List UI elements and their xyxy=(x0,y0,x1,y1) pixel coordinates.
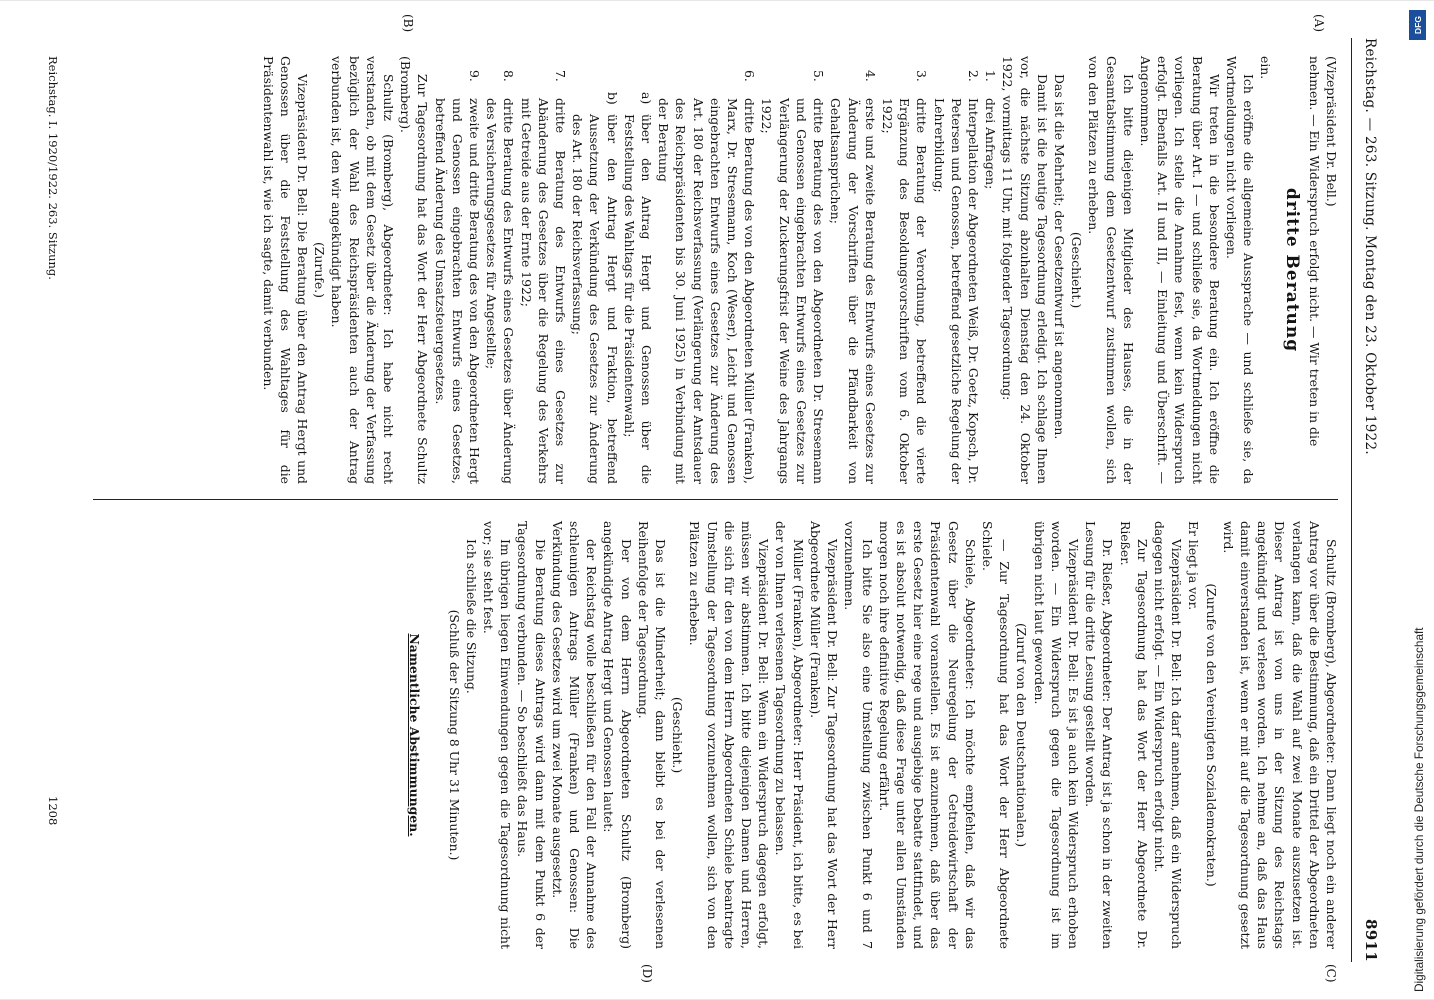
agenda-sub-item xyxy=(569,56,621,484)
agenda-item xyxy=(431,56,483,484)
printed-page xyxy=(10,10,1390,990)
calls-left: (Zurufe von den Vereinigten Sozialdemokraten.) xyxy=(1203,583,1219,887)
agenda-item xyxy=(483,56,517,484)
agenda-number: 3. xyxy=(914,70,930,82)
majority-note: Das ist die Mehrheit; der Gesetzentwurf ist angenommen. xyxy=(1051,74,1067,440)
no-objection: Im übrigen liegen Einwendungen gegen die Tagesordnung nicht vor; sie steht fest. xyxy=(481,521,514,949)
print-reference: Reichstag. I. 1920/1922. 263. Sitzung. xyxy=(46,56,60,280)
speaker-line: (Vizepräsident Dr. Bell.) xyxy=(1324,56,1339,207)
margin-marker-b: (B) xyxy=(401,14,415,33)
left-column xyxy=(259,56,1340,484)
floor-riesser: Zur Tagesordnung hat das Wort der Herr Abgeordnete Dr. Rießer. xyxy=(1117,521,1150,949)
minority-note: Das ist die Minderheit; dann bleibt es bei der verlesenen Reihenfolge der Tagesordnung. xyxy=(635,521,669,949)
agenda-item xyxy=(655,56,758,484)
agenda-sub-text: über den Antrag Hergt und Fraktion, betreffend Aussetzung der Verkündung des Gesetzes zur Änderung des Art. 180 der Reichsverfassung; xyxy=(570,114,620,484)
mueller-speech: Müller (Franken), Abgeordneter: Herr Präsident, ich bitte, es bei der von Ihnen verlesenen Tagesordnung zu belassen. xyxy=(773,521,806,949)
session-close: Ich schließe die Sitzung. xyxy=(463,539,479,694)
agenda-number: 7. xyxy=(553,70,569,82)
heading-tail: ein. xyxy=(1258,56,1274,80)
agenda-text: drei Anfragen; xyxy=(983,98,999,190)
dfg-logo xyxy=(1409,10,1426,40)
schiele-tail: Ich bitte Sie also eine Umstellung zwischen Punkt 6 und 7 vorzunehmen. xyxy=(842,521,875,949)
bell-reply: Vizepräsident Dr. Bell: Die Beratung über den Antrag Hergt und Genossen über die Feststellung des Wahltages für die Präsidentenwahl ist, wie ich sagte, damit verbunden. xyxy=(260,56,311,484)
margin-marker-d: (D) xyxy=(640,964,654,983)
page-footer xyxy=(40,56,60,946)
riesser-speech: Dr. Rießer, Abgeordneter: Der Antrag ist ja schon in der zweiten Lesung für die dritte Lesung gestellt worden. xyxy=(1083,521,1116,949)
bell-assume: Vizepräsident Dr. Bell: Ich darf annehmen, daß ein Widerspruch dagegen nicht erfolgt. — Ein Widerspruch erfolgt nicht. xyxy=(1151,521,1185,949)
agenda-item xyxy=(827,56,879,484)
floor-mueller: Vizepräsident Dr. Bell: Zur Tagesordnung hat das Wort der Herr Abgeordnete Müller (Franken). xyxy=(807,521,841,949)
agenda-item xyxy=(982,56,999,484)
roll-call-heading: Namentliche Abstimmungen. xyxy=(407,633,423,837)
agenda-number: 1. xyxy=(983,70,999,82)
end-time: (Schluß der Sitzung 8 Uhr 31 Minuten.) xyxy=(446,609,462,861)
running-head: Reichstag. — 263. Sitzung. Montag den 23. Oktober 1922. xyxy=(1362,38,1378,455)
bell-no-objection: Vizepräsident Dr. Bell: Es ist ja auch kein Widerspruch erhoben worden. — Ein Widerspruch gegen die Tagesordnung ist im übrigen nicht laut geworden. xyxy=(1031,521,1081,949)
floor-given: Zur Tagesordnung hat das Wort der Herr Abgeordnete Schultz (Bromberg). xyxy=(398,56,431,484)
already-there: Er liegt ja vor. xyxy=(1186,521,1202,611)
opening-text: nehmen. — Ein Widerspruch erfolgt nicht. — Wir treten in die xyxy=(1306,56,1322,447)
agenda-number: 9. xyxy=(467,70,483,82)
margin-marker-a: (A) xyxy=(1312,14,1326,33)
paragraph: Wir treten in die besondere Beratung ein. Ich eröffne die Beratung über Art. I — und schließe sie, da Wortmeldungen nicht vorliegen. Ich stelle die Annahme fest, wenn kein Widerspruch erfolgt. Ebenfalls Art. II und III, — Einleitung und Überschrift. — Angenommen. xyxy=(1137,56,1222,484)
agenda-sub-text: über den Antrag Hergt und Genossen über die Feststellung des Wahltags für die Präsidentenwahl; xyxy=(621,114,655,484)
bell-vote: Vizepräsident Dr. Bell: Wenn ein Widerspruch dagegen erfolgt, müssen wir abstimmen. Ich bitte diejenigen Damen und Herren, die sich für den von dem Herrn Abgeordneten Schiele beantragte Umstellung der Tagesordnung vorzunehmen wollen, sich von den Plätzen zu erheben. xyxy=(687,521,772,949)
calls: (Zurufe.) xyxy=(312,241,328,299)
schultz-speech: Schultz (Bromberg), Abgeordneter: Ich habe nicht recht verstanden, ob mit dem Gesetz über die Änderung der Verfassung bezüglich der Wahl des Reichspräsidenten auch der Antrag verbunden ist, den wir angekündigt haben. xyxy=(329,56,397,484)
agenda-text: zweite und dritte Beratung des von den Abgeordneten Hergt und Genossen eingebrachten Entwurfs eines Gesetzes, betreffend Änderung des Umsatzsteuergesetzes. xyxy=(432,98,483,484)
agenda-item xyxy=(758,56,827,484)
dfg-logo-text: DFG xyxy=(1413,15,1423,35)
agenda-sub-number: b) xyxy=(604,92,620,105)
agenda-number: 6. xyxy=(742,70,758,82)
column-divider xyxy=(93,499,1338,500)
scan-edge-top xyxy=(0,0,1434,1)
digitization-note: Digitalisierung gefördert durch die Deutsche Forschungsgemeinschaft xyxy=(1412,627,1426,992)
motion-quote: der Reichstag wolle beschließen für den Fall der Annahme des schleunigen Antrags Müller (Franken) und Genossen: Die Verkündung des Gesetzes wird um zwei Monate ausgesetzt. xyxy=(549,521,600,949)
motion-intro: Der von dem Herrn Abgeordneten Schultz (Bromberg) angekündigte Antrag Hergt und Genossen lautet: xyxy=(601,521,634,949)
agenda-number: 8. xyxy=(501,70,517,82)
agenda-sub-number: a) xyxy=(639,92,655,105)
done-note: (Geschieht.) xyxy=(670,696,686,774)
paragraph: Ich eröffne die allgemeine Aussprache — und schließe sie, da Wortmeldungen nicht vorliegen. xyxy=(1223,56,1257,484)
debate-joined: Die Beratung dieses Antrags wird dann mit dem Punkt 6 der Tagesordnung verbunden. — So beschließt das Haus. xyxy=(515,521,548,949)
floor-schiele: — Zur Tagesordnung hat das Wort der Herr Abgeordnete Schiele. xyxy=(979,521,1013,949)
agenda-text: dritte Beratung des von den Abgeordneten Dr. Stresemann und Genossen eingebrachten Entwurfs eines Gesetzes zur Verlängerung der Zuckerungsfrist der Weine des Jahrgangs 1922; xyxy=(759,98,827,484)
agenda-item xyxy=(930,56,982,484)
page-number: 8911 xyxy=(1362,919,1380,962)
agenda-text: dritte Beratung des Entwurfs eines Gesetzes zur Abänderung des Gesetzes über die Regelung des Verkehrs mit Getreide aus der Ernte 1922; xyxy=(518,98,569,484)
agenda-number: 4. xyxy=(862,70,878,82)
agenda-item xyxy=(879,56,931,484)
agenda-text: dritte Beratung des von den Abgeordneten Müller (Franken), Marx, Dr. Stresemann, Koch (Weser), Leicht und Genossen eingebrachten Entwurfs eines Gesetzes zur Änderung des Art. 180 der Reichsverfassung (Verlängerung der Amtsdauer des Reichspräsidenten bis 30. Juni 1925) in Verbindung mit der Beratung xyxy=(656,98,758,484)
agenda-sub-item xyxy=(621,56,655,484)
agenda-item xyxy=(517,56,569,484)
right-column xyxy=(406,521,1340,949)
print-code: 1208 xyxy=(46,796,60,826)
agenda-text: dritte Beratung der Verordnung, betreffend die vierte Ergänzung des Besoldungsvorschriften vom 6. Oktober 1922; xyxy=(879,98,930,484)
paragraph: Ich bitte diejenigen Mitglieder des Hauses, die in der Gesamtabstimmung dem Gesetzentwurf zustimmen wollen, sich von den Plätzen zu erheben. xyxy=(1086,56,1136,484)
schultz-second-speech: Schultz (Bromberg), Abgeordneter: Dann liegt noch ein anderer Antrag vor über die Bestimmung, daß ein Drittel der Abgeordneten verlangen kann, daß die Wahl auf zwei Monate auszusetzen ist. Dieser Antrag ist von uns in der Sitzung des Reichstags angekündigt und verlesen worden. Ich nehme an, daß das Haus damit einverstanden ist, wenn er mit auf die Tagesordnung gesetzt wird. xyxy=(1220,521,1339,949)
agenda-list xyxy=(431,56,999,484)
interjection: (Geschieht.) xyxy=(1069,231,1085,309)
agenda-text: erste und zweite Beratung des Entwurfs eines Gesetzes zur Änderung der Vorschriften über die Pfändbarkeit von Gehaltsansprüchen; xyxy=(828,98,878,484)
section-heading: dritte Beratung xyxy=(1281,187,1302,353)
schiele-speech: Schiele, Abgeordneter: Ich möchte empfehlen, daß wir das Gesetz über die Neuregelung der Getreidewirtschaft der Präsidentenwahl voranstellen. Es ist anzunehmen, daß über das erste Gesetz hier eine rege und ausgiebige Debatte stattfindet, und es ist absolut notwendig, daß diese Frage unter allen Umständen morgen noch ihre definitive Regelung erfährt. xyxy=(876,521,978,949)
agenda-number: 5. xyxy=(811,70,827,82)
agenda-text: dritte Beratung des Entwurfs eines Gesetzes über Änderung des Versicherungsgesetzes für Angestellte; xyxy=(484,98,517,484)
margin-marker-c: (C) xyxy=(1324,964,1338,983)
header-rule xyxy=(1351,38,1352,962)
agenda-number: 2. xyxy=(965,70,981,82)
agenda-intro: Damit ist die heutige Tagesordnung erledigt. Ich schlage Ihnen vor, die nächste Sitzung abzuhalten Dienstag den 24. Oktober 1922, vormittags 11 Uhr, mit folgender Tagesordnung: xyxy=(1000,56,1050,484)
page-header xyxy=(1356,38,1380,962)
agenda-text: Interpellation der Abgeordneten Weiß, Dr. Goetz, Kopsch, Dr. Petersen und Genossen, betreffend gesetzliche Regelung der Lehrerbildung; xyxy=(931,98,981,484)
call-dnvp: (Zuruf von den Deutschnationalen.) xyxy=(1014,622,1030,848)
